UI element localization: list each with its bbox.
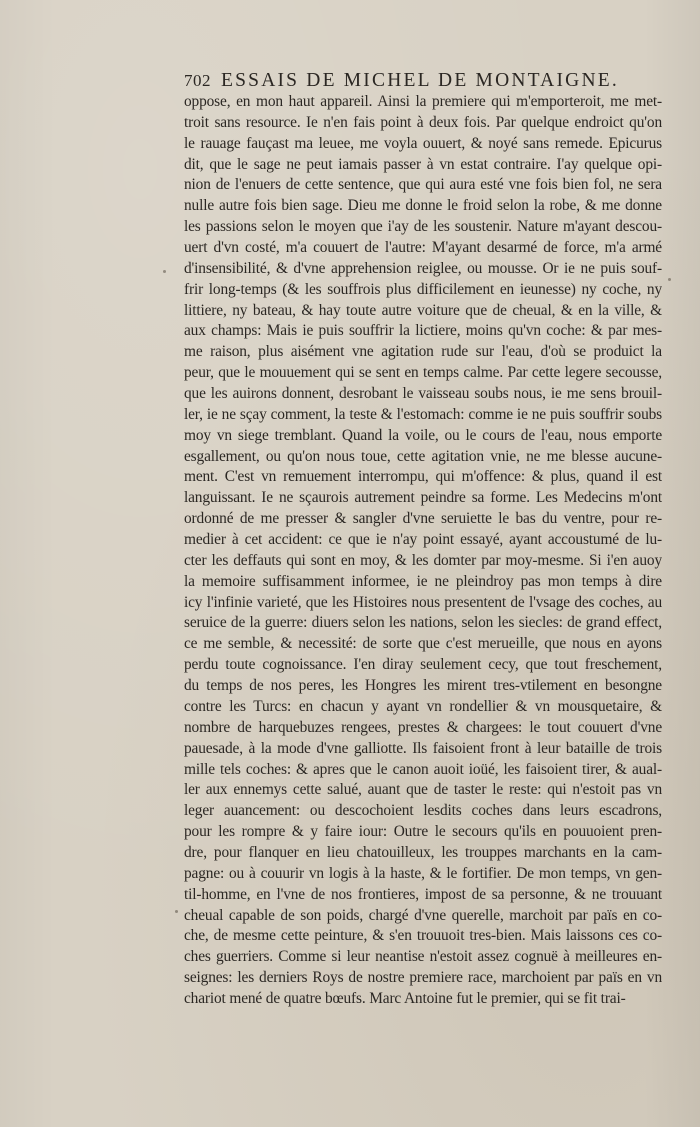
text-line: seruice de la guerre: diuers selon les nations, selon les siecles: de grand effect,	[184, 614, 662, 632]
text-line: oppose, en mon haut appareil. Ainsi la premiere qui m'emporteroit, me met-	[184, 93, 662, 110]
text-line: nion de l'enuers de cette sentence, que qui aura esté vne fois bien fol, ne sera	[184, 176, 662, 194]
text-line: che, de mesme cette peinture, & s'en trouuoit tres-bien. Mais laissons ces co-	[184, 927, 662, 945]
text-line: contre les Turcs: en chacun y ayant vn rondellier & vn mousquetaire, &	[184, 697, 662, 715]
text-line: chariot mené de quatre bœufs. Marc Antoine fut le premier, qui se fit trai-	[184, 989, 626, 1007]
text-line: dre, pour flanquer en lieu chatouilleux, les trouppes marchants en la cam-	[184, 843, 662, 861]
text-line: ler, ie ne sçay comment, la teste & l'estomach: comme ie ne puis souffrir soubs	[184, 405, 662, 423]
text-line: ordonné de me presser & sangler d'vne seruiette le bas du ventre, pour re-	[184, 510, 662, 528]
text-line: nombre de harquebuzes rengees, prestes & chargees: le tout couuert d'vne	[184, 718, 662, 736]
text-line: le rauage fauçast ma leuee, me voyla ouuert, & noyé sans remede. Epicurus	[184, 134, 662, 152]
text-line: uert d'vn costé, m'a couuert de l'autre: M'ayant desarmé de force, m'a armé	[184, 239, 662, 257]
text-line: nulle autre fois bien sage. Dieu me donne le froid selon la robe, & me donne	[184, 197, 662, 215]
paper-speck	[175, 910, 178, 913]
text-line: troit sans resource. Ie n'en fais point à deux fois. Par quelque endroict qu'on	[184, 113, 662, 131]
text-line: cter les deffauts qui sont en moy, & les domter par moy-mesme. Si i'en auoy	[184, 551, 662, 569]
text-line: me raison, plus aisément vne agitation rude sur l'eau, d'où se produict la	[184, 343, 662, 361]
text-line: aux champs: Mais ie puis souffrir la lictiere, moins qu'vn coche: & par mes-	[184, 322, 662, 340]
text-line: icy l'infinie varieté, que les Histoires nous presentent de l'vsage des coches, au	[184, 593, 662, 611]
text-line: ler aux ennemys cette salué, auant que de taster le reste: qui n'estoit pas vn	[184, 781, 662, 799]
text-line: littiere, ny bateau, & hay toute autre voiture que de cheual, & en la ville, &	[184, 301, 662, 319]
text-line: ment. C'est vn remuement interrompu, qui m'offence: & plus, quand il est	[184, 468, 662, 486]
text-line: que les auirons donnent, desrobant le vaisseau soubs nous, ie me sens brouil-	[184, 385, 662, 403]
text-line: leger auancement: ou descochoient lesdits coches dans leurs escadrons,	[184, 802, 662, 820]
text-line: pagne: ou à couurir vn logis à la haste, & le fortifier. De mon temps, vn gen-	[184, 864, 662, 882]
text-line: ches guerriers. Comme si leur neantise n'estoit assez cognuë à meilleures en-	[184, 948, 662, 966]
text-line: peur, que le mouuement qui se sent en temps calme. Par cette legere secousse,	[184, 364, 662, 382]
text-line: pour les rompre & y faire iour: Outre le secours qu'ils en pouuoient pren-	[184, 823, 662, 841]
paper-speck	[668, 278, 671, 281]
text-line: les passions selon le moyen que i'ay de les soustenir. Nature m'ayant descou-	[184, 218, 662, 236]
text-line: moy vn siege tremblant. Quand la voile, ou le cours de l'eau, nous emporte	[184, 426, 662, 444]
text-line: cheual capable de son poids, chargé d'vne querelle, marchoit par païs en co-	[184, 906, 662, 924]
text-line: frir long-temps (& les souffrois plus difficilement en ieunesse) ny coche, ny	[184, 280, 662, 298]
text-line: esgallement, ou qu'on nous toue, cette agitation vnie, ne me blesse aucune-	[184, 447, 662, 465]
text-line: du temps de nos peres, les Hongres les mirent tres-vtilement en besongne	[184, 677, 662, 695]
text-line: d'insensibilité, & d'vne apprehension reiglee, ou mousse. Or ie ne puis souf-	[184, 259, 662, 277]
text-line: perdu toute cognoissance. I'en diray seulement cecy, que tout freschement,	[184, 656, 662, 674]
text-line: medier à cet accident: ce que ie n'ay point essayé, ayant accoustumé de lu-	[184, 531, 662, 549]
text-line: dit, que le sage ne peut iamais passer à vn estat contraire. I'ay quelque opi-	[184, 155, 662, 173]
page-number: 702	[184, 71, 211, 90]
text-line: languissant. Ie ne sçaurois autrement peindre sa forme. Les Medecins m'ont	[184, 489, 662, 507]
text-line: ce me semble, & necessité: de sorte que c'est merueille, que nous en ayons	[184, 635, 662, 653]
text-line: seignes: les derniers Roys de nostre premiere race, marchoient par païs en vn	[184, 969, 662, 987]
running-head: ESSAIS DE MICHEL DE MONTAIGNE.	[221, 70, 619, 91]
page-header	[184, 70, 664, 92]
text-line: mille tels coches: & apres que le canon auoit ioüé, les faisoient tirer, & aual-	[184, 760, 662, 778]
body-text	[184, 92, 662, 1010]
text-line: til-homme, en l'vne de nos frontieres, impost de sa personne, & ne trouuant	[184, 885, 662, 903]
text-line: pauesade, à la mode d'vne galliotte. Ils faisoient front à leur bataille de trois	[184, 739, 662, 757]
paper-speck	[163, 270, 166, 273]
text-line: la memoire suffisamment informee, ie ne pleindroy pas mon temps à dire	[184, 572, 662, 590]
